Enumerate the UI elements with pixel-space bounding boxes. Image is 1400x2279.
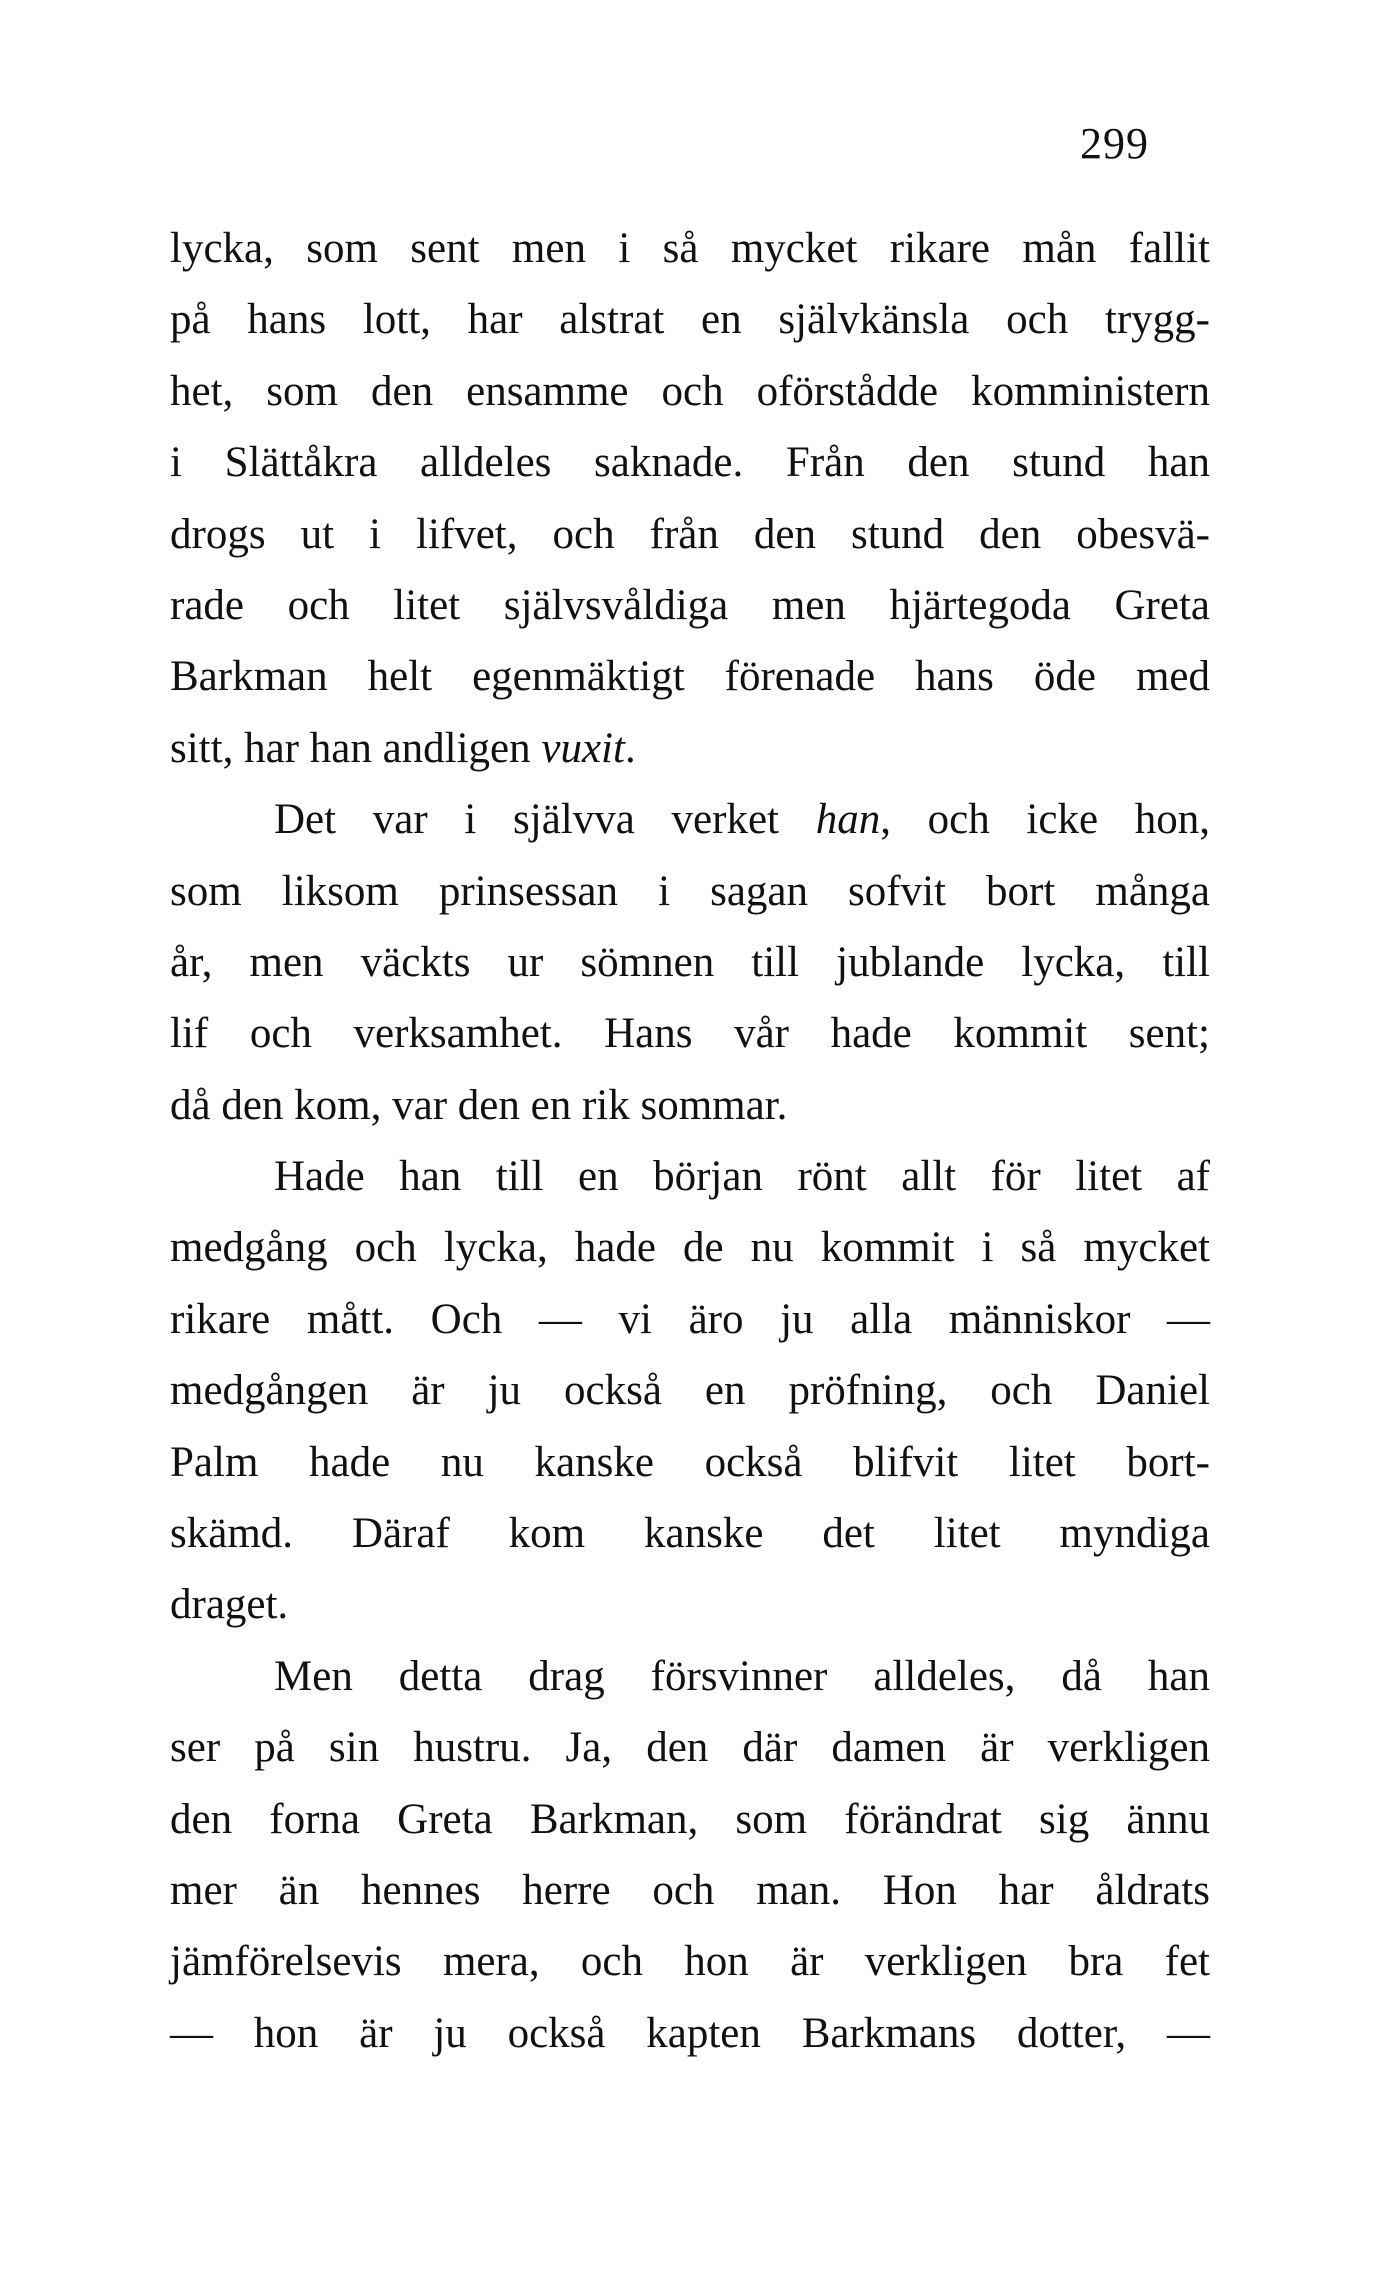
text-line <box>170 1141 1210 1212</box>
text-line <box>170 856 1210 927</box>
text-line <box>170 1784 1210 1855</box>
text-segment: i Slättåkra alldeles saknade. Från den stund han <box>170 439 1210 487</box>
text-line <box>170 998 1210 1069</box>
text-line <box>170 356 1210 427</box>
text-segment: , och icke hon, <box>880 796 1210 844</box>
text-segment: medgången är ju också en pröfning, och Daniel <box>170 1367 1210 1415</box>
text-segment: Hade han till en början rönt allt för litet af <box>274 1153 1210 1201</box>
text-line <box>170 641 1210 712</box>
text-segment: då den kom, var den en rik sommar. <box>170 1081 788 1129</box>
text-segment: draget. <box>170 1581 289 1629</box>
text-line <box>170 1712 1210 1783</box>
text-line <box>170 713 1210 784</box>
body-text <box>170 213 1210 2069</box>
text-segment: lif och verksamhet. Hans vår hade kommit sent; <box>170 1010 1210 1058</box>
text-segment: år, men väckts ur sömnen till jublande lycka, till <box>170 938 1210 986</box>
text-line <box>170 427 1210 498</box>
text-line <box>170 1498 1210 1569</box>
text-line <box>170 1427 1210 1498</box>
text-line <box>170 1070 1210 1141</box>
text-segment: . <box>624 724 636 772</box>
text-segment: Men detta drag försvinner alldeles, då han <box>274 1652 1210 1700</box>
text-line <box>170 499 1210 570</box>
text-segment: ser på sin hustru. Ja, den där damen är verkligen <box>170 1724 1210 1772</box>
text-segment: rikare mått. Och — vi äro ju alla människor — <box>170 1295 1210 1343</box>
text-segment: Det var i självva verket <box>274 796 816 844</box>
text-segment: mer än hennes herre och man. Hon har åldrats <box>170 1866 1210 1914</box>
text-segment: rade och litet självsvåldiga men hjärtegoda Greta <box>170 581 1210 629</box>
text-line <box>170 1569 1210 1640</box>
text-segment: den forna Greta Barkman, som förändrat sig ännu <box>170 1795 1210 1843</box>
text-segment: skämd. Däraf kom kanske det litet myndiga <box>170 1510 1210 1558</box>
text-segment: — hon är ju också kapten Barkmans dotter, — <box>170 2009 1210 2057</box>
italic-word: vuxit <box>541 724 625 772</box>
text-segment: lycka, som sent men i så mycket rikare mån fallit <box>170 225 1210 272</box>
text-line <box>170 1998 1210 2069</box>
text-line <box>170 213 1210 284</box>
text-line <box>170 570 1210 641</box>
text-line <box>170 1926 1210 1997</box>
text-line <box>170 1355 1210 1426</box>
text-segment: på hans lott, har alstrat en självkänsla och trygg- <box>170 296 1210 344</box>
text-line <box>170 1641 1210 1712</box>
text-segment: drogs ut i lifvet, och från den stund den obesvä- <box>170 510 1210 558</box>
text-segment: som liksom prinsessan i sagan sofvit bort många <box>170 867 1210 915</box>
text-line <box>170 1284 1210 1355</box>
text-segment: Palm hade nu kanske också blifvit litet bort- <box>170 1438 1210 1486</box>
text-line <box>170 1855 1210 1926</box>
text-segment: jämförelsevis mera, och hon är verkligen bra fet <box>170 1938 1210 1986</box>
text-line <box>170 284 1210 355</box>
text-segment: medgång och lycka, hade de nu kommit i så mycket <box>170 1224 1210 1272</box>
italic-word: han <box>815 796 881 844</box>
text-segment: het, som den ensamme och oförstådde komministern <box>170 367 1210 415</box>
text-line <box>170 784 1210 855</box>
page-number: 299 <box>1080 119 1149 168</box>
text-line <box>170 927 1210 998</box>
text-segment: sitt, har han andligen <box>170 724 542 772</box>
text-segment: Barkman helt egenmäktigt förenade hans öde med <box>170 653 1210 701</box>
text-line <box>170 1212 1210 1283</box>
